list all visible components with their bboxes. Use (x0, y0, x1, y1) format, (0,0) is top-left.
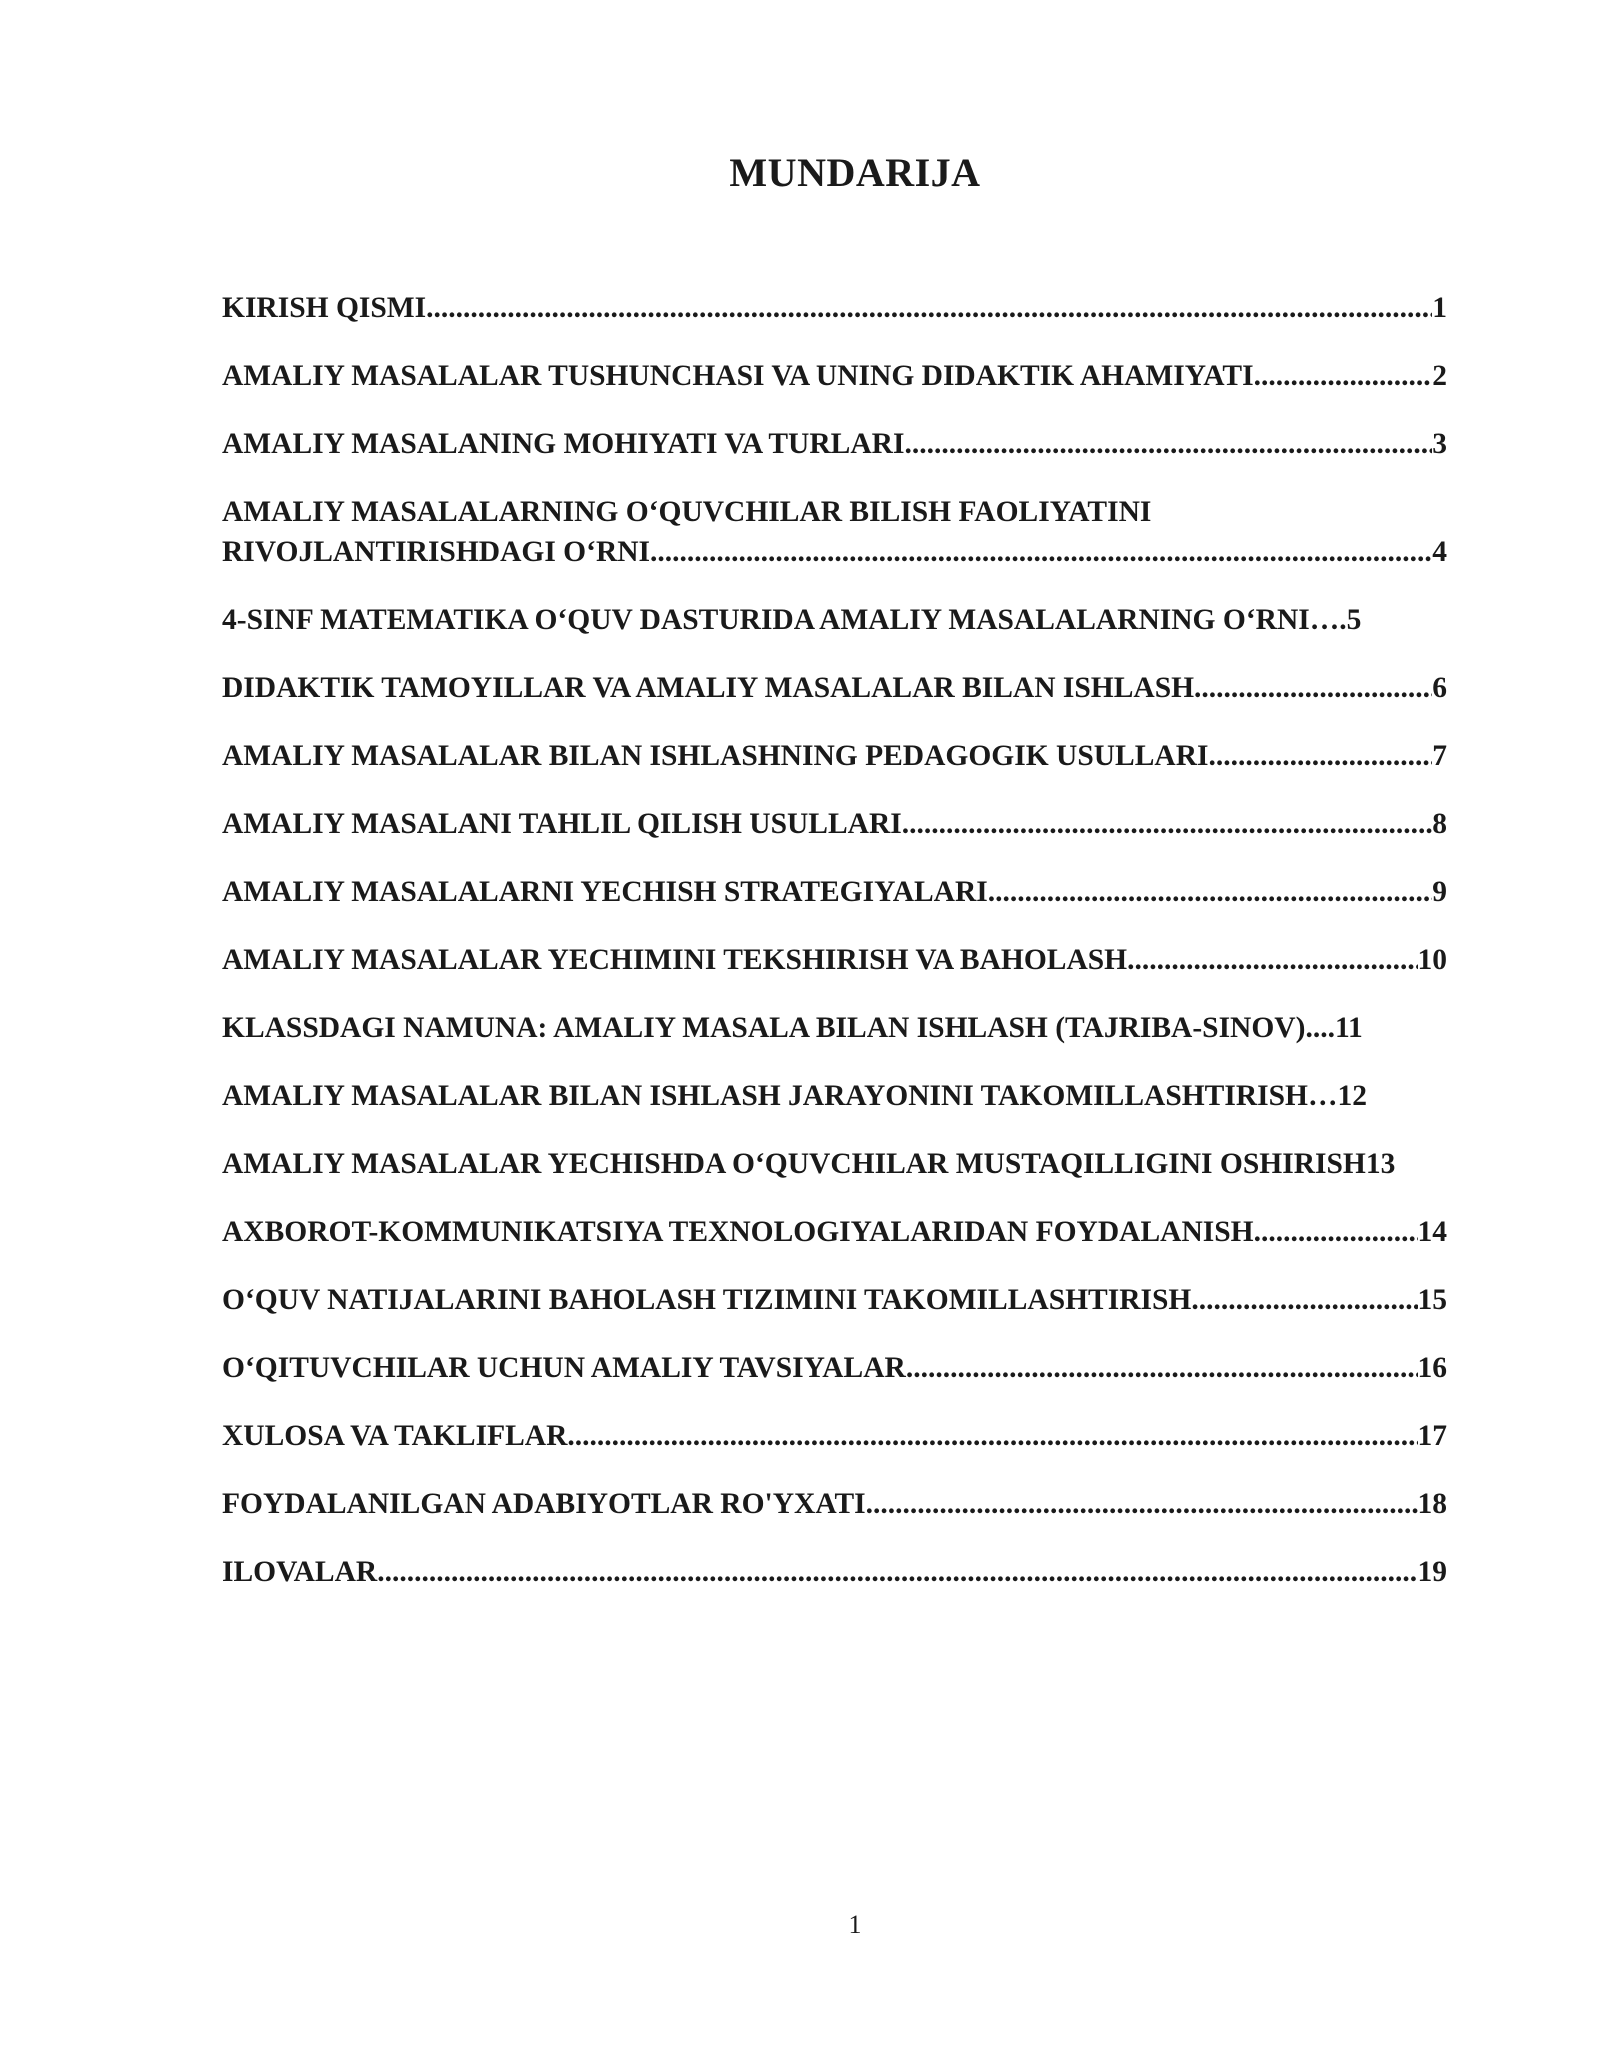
toc-page-number: 12 (1337, 1080, 1367, 1112)
toc-entry-title: O‘QITUVCHILAR UCHUN AMALIY TAVSIYALAR (222, 1352, 906, 1384)
toc-entry-line (222, 1008, 1447, 1048)
toc-entry-line (222, 356, 1447, 396)
toc-entry-line (222, 1280, 1447, 1320)
toc-entry[interactable] (222, 288, 1447, 328)
toc-dot-leader (988, 872, 1432, 912)
toc-entry-title: AMALIY MASALALARNI YECHISH STRATEGIYALARI (222, 876, 988, 908)
table-of-contents (222, 288, 1447, 1620)
toc-entry-title: XULOSA VA TAKLIFLAR (222, 1420, 568, 1452)
toc-page-number: 1 (1432, 292, 1447, 324)
toc-entry-line (222, 872, 1447, 912)
toc-page-number: 2 (1432, 360, 1447, 392)
toc-dot-leader (650, 532, 1432, 572)
toc-entry-line (222, 1076, 1447, 1116)
toc-entry-separator: … (1307, 1080, 1338, 1112)
toc-entry-title: AMALIY MASALALAR TUSHUNCHASI VA UNING DIDAKTIK AHAMIYATI (222, 360, 1254, 392)
toc-dot-leader (906, 1348, 1418, 1388)
toc-entry-title: 4-SINF MATEMATIKA O‘QUV DASTURIDA AMALIY MASALALARNING O‘RNI (222, 604, 1310, 636)
toc-entry-title-line (222, 492, 1447, 532)
toc-page-number: 13 (1365, 1148, 1396, 1180)
toc-dot-leader (1254, 1212, 1418, 1252)
toc-entry-title: ILOVALAR (222, 1556, 378, 1588)
toc-page-number: 9 (1432, 876, 1447, 908)
toc-entry[interactable] (222, 1416, 1447, 1456)
toc-entry[interactable] (222, 872, 1447, 912)
toc-page-number: 19 (1417, 1556, 1447, 1588)
toc-entry[interactable] (222, 804, 1447, 844)
toc-entry[interactable] (222, 668, 1447, 708)
toc-entry-line (222, 532, 1447, 572)
toc-entry-title: FOYDALANILGAN ADABIYOTLAR RO'YXATI (222, 1488, 866, 1520)
toc-entry[interactable] (222, 1144, 1447, 1184)
toc-page-number: 16 (1417, 1352, 1447, 1384)
toc-page-number: 10 (1417, 944, 1447, 976)
toc-entry-line (222, 1212, 1447, 1252)
toc-dot-leader (1208, 736, 1432, 776)
toc-page-number: 11 (1334, 1012, 1363, 1044)
toc-entry-line (222, 736, 1447, 776)
toc-entry-line (222, 288, 1447, 328)
toc-entry[interactable] (222, 1552, 1447, 1592)
toc-dot-leader (902, 804, 1433, 844)
toc-entry-title: AMALIY MASALALAR BILAN ISHLASHNING PEDAGOGIK USULLARI (222, 740, 1209, 772)
toc-entry-line (222, 600, 1447, 640)
page-number: 1 (848, 1910, 862, 1939)
toc-entry-line (222, 1552, 1447, 1592)
toc-dot-leader (426, 288, 1432, 328)
toc-dot-leader (1127, 940, 1417, 980)
toc-dot-leader (1254, 356, 1433, 396)
toc-page-number: .5 (1339, 604, 1362, 636)
toc-entry[interactable] (222, 1280, 1447, 1320)
toc-dot-leader (1194, 668, 1432, 708)
toc-page-number: 17 (1417, 1420, 1447, 1452)
toc-entry-line (222, 1348, 1447, 1388)
toc-entry[interactable] (222, 736, 1447, 776)
toc-entry[interactable] (222, 940, 1447, 980)
toc-entry[interactable] (222, 600, 1447, 640)
toc-page-number: 4 (1432, 536, 1447, 568)
toc-entry-title: KIRISH QISMI (222, 292, 427, 324)
toc-entry-title: AMALIY MASALANI TAHLIL QILISH USULLARI (222, 808, 902, 840)
toc-entry-title: AMALIY MASALALAR BILAN ISHLASH JARAYONINI TAKOMILLASHTIRISH (222, 1080, 1308, 1112)
toc-entry-separator: .... (1305, 1012, 1335, 1044)
toc-dot-leader (904, 424, 1432, 464)
toc-page-number: 15 (1417, 1284, 1447, 1316)
toc-entry-title: O‘QUV NATIJALARINI BAHOLASH TIZIMINI TAKOMILLASHTIRISH (222, 1284, 1192, 1316)
toc-entry-line (222, 668, 1447, 708)
toc-entry-line (222, 1484, 1447, 1524)
toc-dot-leader (1191, 1280, 1417, 1320)
toc-page-number: 6 (1432, 672, 1447, 704)
toc-entry-title: AMALIY MASALALAR YECHISHDA O‘QUVCHILAR MUSTAQILLIGINI OSHIRISH (222, 1148, 1366, 1180)
toc-entry-title: RIVOJLANTIRISHDAGI O‘RNI (222, 536, 651, 568)
toc-entry-line (222, 424, 1447, 464)
toc-page-number: 7 (1432, 740, 1447, 772)
toc-dot-leader (866, 1484, 1418, 1524)
toc-entry-line (222, 940, 1447, 980)
toc-page-number: 3 (1432, 428, 1447, 460)
toc-entry-line (222, 804, 1447, 844)
toc-entry[interactable] (222, 1008, 1447, 1048)
toc-entry[interactable] (222, 1484, 1447, 1524)
toc-entry[interactable] (222, 1076, 1447, 1116)
toc-entry-separator: … (1309, 604, 1340, 636)
toc-entry-title: AMALIY MASALANING MOHIYATI VA TURLARI (222, 428, 905, 460)
toc-entry-title: DIDAKTIK TAMOYILLAR VA AMALIY MASALALAR BILAN ISHLASH (222, 672, 1195, 704)
toc-entry[interactable] (222, 424, 1447, 464)
toc-dot-leader (567, 1416, 1417, 1456)
toc-entry-title: AXBOROT-KOMMUNIKATSIYA TEXNOLOGIYALARIDAN FOYDALANISH (222, 1216, 1254, 1248)
toc-entry[interactable] (222, 1348, 1447, 1388)
toc-entry-title: AMALIY MASALALARNING O‘QUVCHILAR BILISH FAOLIYATINI (222, 496, 1152, 528)
toc-page-number: 8 (1432, 808, 1447, 840)
toc-entry[interactable] (222, 492, 1447, 572)
toc-page-number: 14 (1417, 1216, 1447, 1248)
toc-dot-leader (377, 1552, 1417, 1592)
toc-entry-line (222, 1416, 1447, 1456)
page-title: MUNDARIJA (729, 150, 981, 195)
toc-entry[interactable] (222, 1212, 1447, 1252)
toc-page-number: 18 (1417, 1488, 1447, 1520)
toc-entry-line (222, 1144, 1447, 1184)
toc-entry-title: KLASSDAGI NAMUNA: AMALIY MASALA BILAN ISHLASH (TAJRIBA-SINOV) (222, 1012, 1306, 1044)
toc-entry-title: AMALIY MASALALAR YECHIMINI TEKSHIRISH VA BAHOLASH (222, 944, 1128, 976)
toc-entry[interactable] (222, 356, 1447, 396)
